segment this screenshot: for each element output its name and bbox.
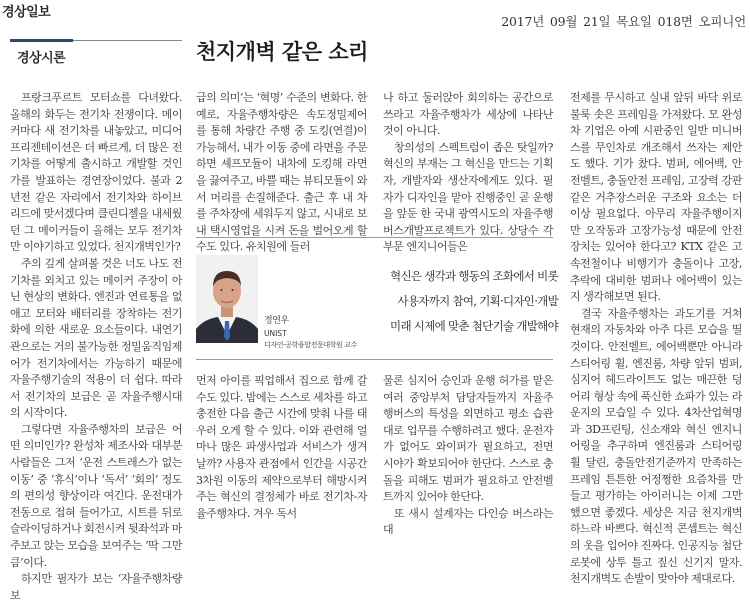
author-title: 디자인-공학융합전문대학원 교수 xyxy=(264,341,358,349)
author-info xyxy=(264,313,357,350)
section-label: 경상시론 xyxy=(17,51,66,66)
author-organization: UNIST xyxy=(264,329,287,338)
paragraph: 또 새시 설계자는 다인승 버스라는 대 xyxy=(383,506,553,537)
paragraph: 전제를 무시하고 실내 앞뒤 바닥 위로 불룩 솟은 프레임을 가져왔다. 모 완성차 기업은 아예 시판중인 일반 미니버스를 무인차로 개조해서 쓰자는 제안도 했다. 기가 찼다. 범퍼, 에어백, 안전벨트, 충돌안전 프레임, 고장력 강판같은 거추장스러운 구조와 요소는 더 이상 필요없다. 아무리 자율주행이지만 오작동과 고장가능성 때문에 안전장치는 있어야 한다고? KTX 같은 고속전철이나 비행기가 충돌이나 고장, 추락에 대비한 범퍼나 에어백이 있는지 생각해보면 된다. xyxy=(570,91,742,304)
paragraph: 나 하고 둘러앉아 회의하는 공간으로 쓰라고 자율주행차가 세상에 나타난 것이 아니다. xyxy=(383,91,553,138)
section-rule-accent xyxy=(10,39,73,42)
dateline: 2017년 09월 21일 목요일 018면 오피니언 xyxy=(501,14,746,29)
article-column-3-bottom xyxy=(383,373,553,539)
article-column-3-top xyxy=(383,90,553,256)
article-column-4 xyxy=(570,90,742,588)
pull-quote-line: 미래 시제에 맞춘 첨단기술 개발해야 xyxy=(390,319,558,333)
masthead: 경상일보 xyxy=(2,5,51,20)
article-column-2-top xyxy=(196,90,367,256)
divider-top xyxy=(196,237,553,238)
paragraph: 창의성의 스펙트럼이 좁은 탓일까? 혁신의 부재는 그 혁신을 만드는 기획자, 개발자와 생산자에게도 있다. 필자가 디자인을 맡아 진행중인 곧 운행을 앞둔 한 국내 광역시도의 자율주행버스개발프로젝트가 있다. 상당수 각 부문 엔지니어들은 xyxy=(383,140,553,254)
paragraph: 물론 심지어 승인과 운행 허가를 맡은 여러 중앙부처 담당자들까지 자율주행버스의 특성을 외면하고 평소 습관대로 업무를 수행하려고 했다. 운전자가 없어도 와이퍼가 필요하고, 전면 시야가 확보되어야 한단다. 스스로 충돌을 피해도 범퍼가 필요하고 안전벨트까지 있어야 한단다. xyxy=(383,374,553,504)
headline: 천지개벽 같은 소리 xyxy=(196,40,368,64)
article-column-2-bottom xyxy=(196,373,367,522)
paragraph: 프랑크푸르트 모터쇼를 다녀왔다. 올해의 화두는 전기차 전쟁이다. 메이커마다 새 전기차를 내놓았고, 미디어프리젠테이션은 더 빠르게, 더 많은 전기차를 어떻게 출시하고 개발할 것인가를 발표하는 경연장이었다. 불과 2년전 같은 자리에서 전기차와 하이브리드에 맞서겠다며 클린디젤을 내세웠던 그 메이커들이 올해는 모두 전기차만 이야기하고 있었다. 천지개벽인가? xyxy=(10,91,182,254)
author-name: 정연우 xyxy=(264,316,289,326)
paragraph: 주의 깊게 살펴볼 것은 너도 나도 전기차를 외치고 있는 메이커 주장이 아닌 현상의 변화다. 엔진과 연료통을 없애고 모터와 배터리를 장착하는 전기화에 의한 새로운 요소들이다. 내연기관으로는 거의 불가능한 정밀움직임제어가 전기차에서는 가능하기 때문에 자율주행기술의 적용이 더 쉽다. 따라서 전기차의 보급은 곧 자율주행시대의 시작이다. xyxy=(10,256,182,420)
divider-bottom xyxy=(196,359,553,360)
paragraph: 하지만 필자가 보는 ‘자율주행차량 보 xyxy=(10,572,182,602)
author-portrait-icon xyxy=(196,255,258,343)
paragraph: 그렇다면 자율주행차의 보급은 어떤 의미인가? 완성차 제조사와 대부분 사람들은 그저 ‘운전 스트레스가 없는 이동’ 중 ‘휴식’이나 ‘독서’ ‘회의’ 정도의 편의성 향상이라 여긴다. 운전대가 전동으로 접혀 들어가고, 시트를 뒤로 슬라이딩하거나 회전시켜 뒷좌석과 마주보고 앉는 모습을 보여주는 ‘딱 그만큼’이다. xyxy=(10,422,182,569)
author-photo xyxy=(196,255,258,343)
pull-quote-line: 혁신은 생각과 행동의 조화에서 비롯 xyxy=(390,269,558,283)
pull-quote xyxy=(388,264,558,339)
article-column-1 xyxy=(10,90,182,604)
paragraph: 먼저 아이를 픽업해서 집으로 함께 갈 수도 있다. 밤에는 스스로 세차를 하고 충전한 다음 출근 시간에 맞춰 나를 태우러 오게 할 수 있다. 이와 관련해 얼마나 많은 파생사업과 서비스가 생겨날까? 사용자 관점에서 인간을 시공간 3차원 이동의 제약으로부터 해방시켜주는 혁신의 결정체가 바로 전기차-자율주행차다. 겨우 독서 xyxy=(196,374,367,520)
paragraph: 결국 자율주행차는 과도기를 거쳐 현재의 자동차와 아주 다른 모습을 띨 것이다. 안전벨트, 에어백뿐만 아니라 스티어링 휠, 엔진룸, 차량 앞뒤 범퍼, 심지어 헤드라이트도 없는 매끈한 덩어리 형상 속에 푹신한 쇼파가 있는 라운지의 모습일 수 있다. 4차산업혁명과 3D프린팅, 신소재와 혁신 엔지니어링을 추구하며 엔진룸과 스티어링 휠 달린, 충돌안전기준까지 만족하는 프레임 튼튼한 어정쩡한 요즘차를 만들고 평가하는 아이러니는 이제 그만했으면 좋겠다. 세상은 지금 천지개벽하느라 바쁘다. 혁신적 콘셉트는 혁신의 옷을 입어야 진짜다. 인공지능 첨단 로봇에 상투 틀고 짚신 신기지 말자. 천지개벽도 손발이 맞아야 제대로다. xyxy=(570,306,742,586)
paragraph: 급의 의미’는 ‘혁명’ 수준의 변화다. 한 예로, 자율주행차량은 속도정밀제어를 통해 차량간 주행 중 도킹(연결)이 가능해서, 내가 이동 중에 라면을 주문하면 셰프모듈이 내차에 도킹해 라면을 끓여주고, 바쁠 때는 뷰티모듈이 와서 머리를 손질해준다. 출근 후 내 차를 주차장에 세워두지 않고, 시내로 보내 택시영업을 시켜 돈을 벌어오게 할 수도 있다. 유치원에 들러 xyxy=(196,91,367,254)
pull-quote-line: 사용자까지 참여, 기획·디자인·개발 xyxy=(397,294,558,308)
